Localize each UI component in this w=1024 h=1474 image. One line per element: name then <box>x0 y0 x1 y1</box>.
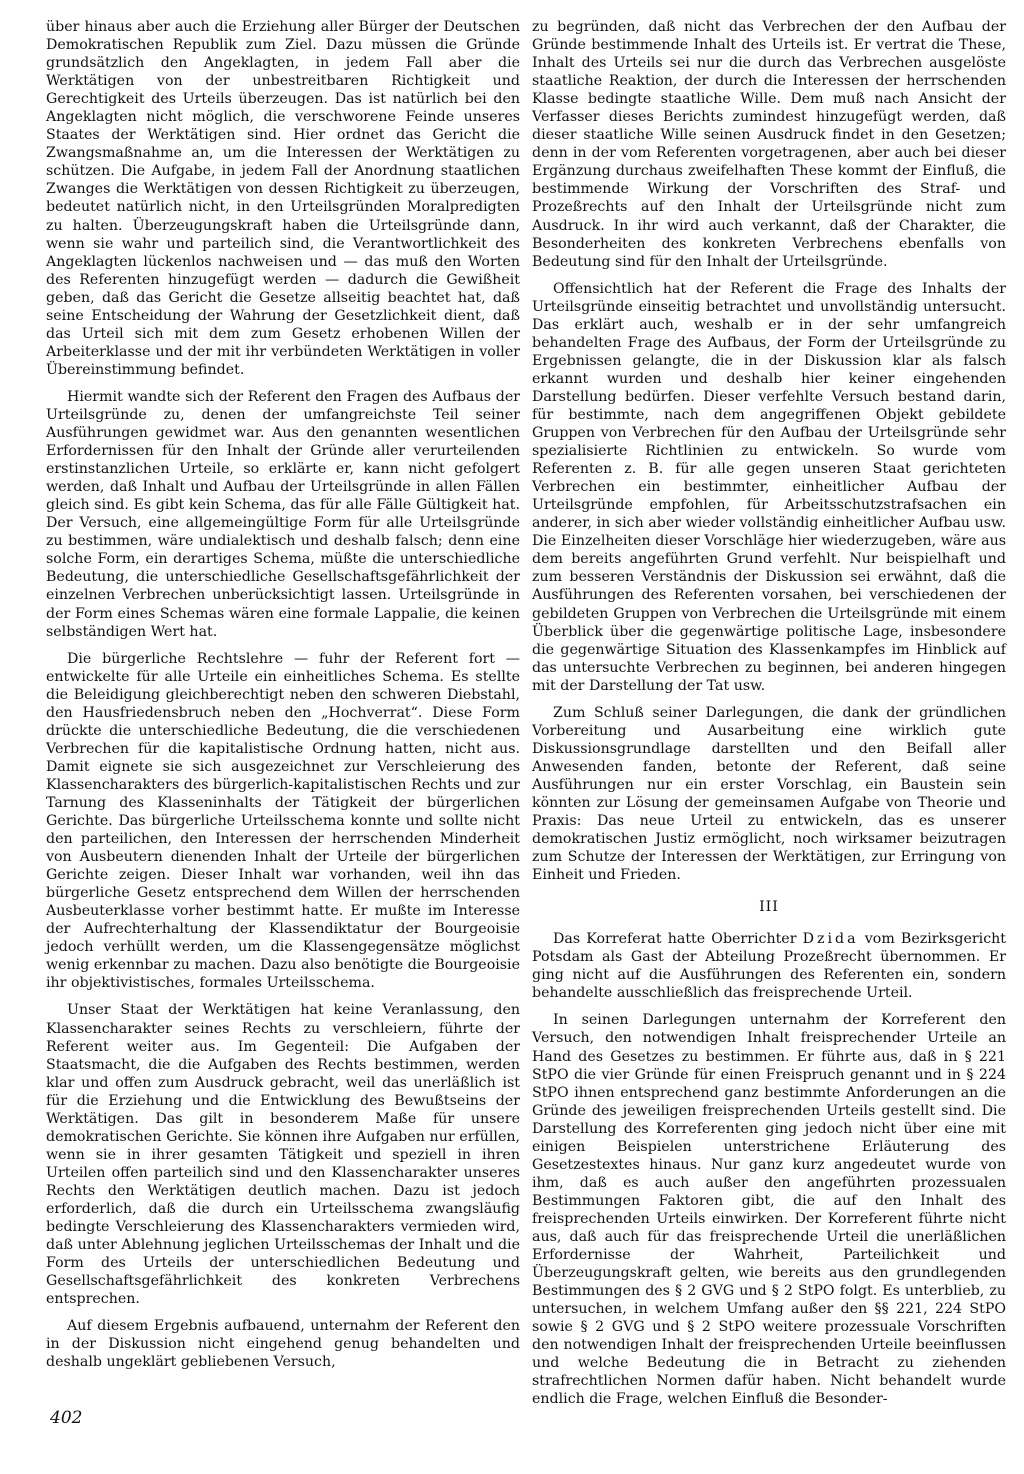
left-paragraph-1: über hinaus aber auch die Erziehung aller Bürger der Deutschen Demokratischen Republik zum Ziel. Dazu müssen die Gründe grundsätzlich den Angeklagten, in jedem Fall aber die Werktätigen von der unbestreitbaren Richtigkeit und Gerechtigkeit des Urteils überzeugen. Das ist natürlich bei den Angeklagten nicht möglich, die verschworene Feinde unseres Staates der Werktätigen sind. Hier ordnet das Gericht die Zwangsmaßnahme an, um die Interessen der Werktätigen zu schützen. Die Aufgabe, in jedem Fall der Anordnung staatlichen Zwanges die Werktätigen von dessen Richtigkeit zu überzeugen, bedeutet natürlich nicht, in den Urteilsgründen Moralpredigten zu halten. Überzeugungskraft haben die Urteilsgründe dann, wenn sie wahr und parteilich sind, die Verantwortlichkeit des Angeklagten lückenlos nachweisen und — das muß den Worten des Referenten hinzugefügt werden — dadurch die Gewißheit geben, daß das Gericht die Gesetze allseitig beachtet hat, daß seine Entscheidung der Wahrung der Gesetzlichkeit dient, daß das Urteil sich mit dem zum Gesetz erhobenen Willen der Arbeiterklasse und der mit ihr verbündeten Werktätigen in voller Übereinstimmung befindet. <box>46 19 520 378</box>
left-paragraph-5: Auf diesem Ergebnis aufbauend, unternahm der Referent den in der Diskussion nicht eingehend genug behandelten und deshalb ungeklärt gebliebenen Versuch, <box>46 1318 520 1371</box>
paragraph-4-rest: vom Bezirksgericht Potsdam als Gast der Abteilung Prozeßrecht übernommen. Er ging nicht auf die Ausführungen des Referenten ein, sondern behandelte ausschließlich das freisprechende Urteil. <box>532 931 1007 1002</box>
left-paragraph-2: Hiermit wandte sich der Referent den Fragen des Aufbaus der Urteilsgründe zu, denen der umfangreichste Teil seiner Ausführungen gewidmet war. Aus den genannten wesentlichen Erfordernissen für den Inhalt der Gründe aller verurteilenden erstinstanzlichen Urteile, so erklärte er, kann nicht gefolgert werden, daß Inhalt und Aufbau der Urteilsgründe in allen Fällen gleich sind. Es gibt kein Schema, das für alle Fälle Gültigkeit hat. Der Versuch, eine allgemeingültige Form für alle Urteilsgründe zu bestimmen, wäre undialektisch und deshalb falsch; denn eine solche Form, ein derartiges Schema, müßte die unterschiedliche Bedeutung, die unterschiedliche Gesellschaftsgefährlichkeit der einzelnen Verbrechen unberücksichtigt lassen. Urteilsgründe in der Form eines Schemas wären eine formale Lappalie, die keinen selbständigen Wert hat. <box>46 388 520 640</box>
right-paragraph-5: In seinen Darlegungen unternahm der Korreferent den Versuch, den notwendigen Inhalt freisprechender Urteile an Hand des Gesetzes zu bestimmen. Er führte aus, daß in § 221 StPO die vier Gründe für einen Freispruch genannt und in § 224 StPO ihnen entsprechend ganz bestimmte Anforderungen an die Gründe des jeweiligen freisprechenden Urteils gestellt sind. Die Darstellung des Korreferenten ging jedoch nicht über eine mit einigen Beispielen unterstrichene Erläuterung des Gesetzestextes hinaus. Nur ganz kurz angedeutet wurde von ihm, daß es auch außer den angeführten prozessualen Bestimmungen Faktoren gibt, die auf den Inhalt des freisprechenden Urteils einwirken. Der Korreferent führte nicht aus, daß auch für das freisprechende Urteil die unerläßlichen Erfordernisse der Wahrheit, Parteilichkeit und Überzeugungskraft gelten, wie bereits aus den grundlegenden Bestimmungen des § 2 GVG und § 2 StPO folgt. Es unterblieb, zu untersuchen, in welchem Umfang außer den §§ 221, 224 StPO sowie § 2 GVG und § 2 StPO weitere prozessuale Vorschriften den notwendigen Inhalt der freisprechenden Urteile beeinflussen und welche Bedeutung die in Betracht zu ziehenden strafrechtlichen Normen dafür haben. Nicht behandelt wurde endlich die Frage, welchen Einfluß die Besonder- <box>532 1012 1006 1408</box>
paragraph-4-intro: Das Korreferat hatte Oberrichter <box>553 931 803 948</box>
right-paragraph-3: Zum Schluß seiner Darlegungen, die dank der gründlichen Vorbereitung und Ausarbeitung eine wirklich gute Diskussionsgrundlage darstellten und den Beifall aller Anwesenden fanden, betonte der Referent, daß seine Ausführungen nur ein erster Vorschlag, ein Baustein sein könnten zur Lösung der gemeinsamen Aufgabe von Theorie und Praxis: Das neue Urteil zu entwickeln, das es unserer demokratischen Justiz ermöglicht, noch wirksamer beizutragen zum Schutze der Interessen der Werktätigen, zur Erringung von Einheit und Frieden. <box>532 704 1006 884</box>
person-name: Dzida <box>802 931 859 948</box>
section-heading: III <box>759 899 779 916</box>
right-paragraph-2: Offensichtlich hat der Referent die Frage des Inhalts der Urteilsgründe einseitig betrachtet und unvollständig untersucht. Das erklärt auch, weshalb er in der sehr umfangreich behandelten Frage des Aufbaus, der Form der Urteilsgründe zu Ergebnissen gelangte, die in der Diskussion klar als falsch erkannt wurden und deshalb hier keiner eingehenden Darstellung bedürfen. Dieser verfehlte Versuch bestand darin, für bestimmte, nach dem angegriffenen Objekt gebildete Gruppen von Verbrechen für den Aufbau der Urteilsgründe sehr spezialisierte Richtlinien zu entwickeln. So wurde vom Referenten z. B. für alle gegen unseren Staat gerichteten Verbrechen ein bestimmter, einheitlicher Aufbau der Urteilsgründe empfohlen, für Arbeitsschutzstrafsachen ein anderer, in sich aber wieder vollständig einheitlicher Aufbau usw. Die Einzelheiten dieser Vorschläge hier wiederzugeben, wäre aus dem bereits angeführten Grund verfehlt. Nur beispielhaft und zum besseren Verständnis der Diskussion sei erwähnt, daß die Ausführungen des Referenten vorsahen, bei verschiedenen der gebildeten Gruppen von Verbrechen die Urteilsgründe mit einem Überblick über die gegenwärtige politische Lage, insbesondere die gegenwärtige Situation des Klassenkampfes im Hinblick auf das untersuchte Verbrechen zu beginnen, bei anderen hingegen mit der Darstellung der Tat usw. <box>532 280 1006 694</box>
left-paragraph-3: Die bürgerliche Rechtslehre — fuhr der Referent fort — entwickelte für alle Urteile ein einheitliches Schema. Es stellte die Beleidigung gleichberechtigt neben den schweren Diebstahl, den Hausfriedensbruch neben den „Hochverrat“. Diese Form drückte die unterschiedliche Bedeutung, die die verschiedenen Verbrechen für die kapitalistische Ordnung hatten, nicht aus. Damit eignete sie sich ausgezeichnet zur Verschleierung des Klassencharakters des bürgerlich-kapitalistischen Rechts und zur Tarnung des Klasseninhalts der Tätigkeit der bürgerlichen Gerichte. Das bürgerliche Urteilsschema konnte und sollte nicht den parteilichen, den Interessen der herrschenden Minderheit von Ausbeutern dienenden Inhalt der Urteile der bürgerlichen Gerichte zeigen. Dieser Inhalt war vorhanden, weil ihn das bürgerliche Gesetz entsprechend dem Willen der herrschenden Ausbeuterklasse vorher bestimmt hatte. Er mußte im Interesse der Aufrechterhaltung der Klassendiktatur der Bourgeoisie jedoch verhüllt werden, um die Klassengegensätze möglichst wenig erkennbar zu machen. Dazu also benötigte die Bourgeoisie ihr objektivistisches, formales Urteilsschema. <box>46 650 520 992</box>
left-paragraph-4: Unser Staat der Werktätigen hat keine Veranlassung, den Klassencharakter seines Rechts zu verschleiern, führte der Referent weiter aus. Im Gegenteil: Die Aufgaben der Staatsmacht, die die Aufgaben des Rechts bestimmen, werden klar und offen zum Ausdruck gebracht, weil das unerläßlich ist für die Erziehung und die Entwicklung des Bewußtseins der Werktätigen. Das gilt in besonderem Maße für unsere demokratischen Gerichte. Sie können ihre Aufgaben nur erfüllen, wenn sie in ihrer gesamten Tätigkeit und speziell in ihren Urteilen offen parteilich sind und den Klassencharakter unseres Rechts den Werktätigen deutlich machen. Dazu ist jedoch erforderlich, daß die durch ein Urteilsschema zwangsläufig bedingte Verschleierung des Klassencharakters vermieden wird, daß unter Ablehnung jeglichen Urteilsschemas der Inhalt und die Form des Urteils der unterschiedlichen Bedeutung und Gesellschaftsgefährlichkeit des konkreten Verbrechens entsprechen. <box>46 1002 520 1308</box>
right-paragraph-4 <box>532 930 1006 1002</box>
page-number: 402 <box>50 1408 83 1428</box>
right-column <box>532 18 1006 1408</box>
right-paragraph-1: zu begründen, daß nicht das Verbrechen der den Aufbau der Gründe bestimmende Inhalt des Urteils ist. Er vertrat die These, Inhalt des Urteils sei nur die durch das Verbrechen ausgelöste staatliche Reaktion, der durch die Interessen der herrschenden Klasse bedingte staatliche Wille. Dem muß nach Ansicht der Verfasser dieses Berichts zumindest hinzugefügt werden, daß dieser staatliche Wille seinen Ausdruck findet in den Gesetzen; denn in der vom Referenten vorgetragenen, aber auch bei dieser Ergänzung durchaus zweifelhaften These kommt der Einfluß, die bestimmende Wirkung der Vorschriften des Straf- und Prozeßrechts auf den Inhalt der Urteilsgründe nicht zum Ausdruck. In ihr wird auch verkannt, daß der Charakter, die Besonderheiten des konkreten Verbrechens ebenfalls von Bedeutung sind für den Inhalt der Urteilsgründe. <box>532 19 1006 270</box>
left-column <box>46 18 520 1371</box>
